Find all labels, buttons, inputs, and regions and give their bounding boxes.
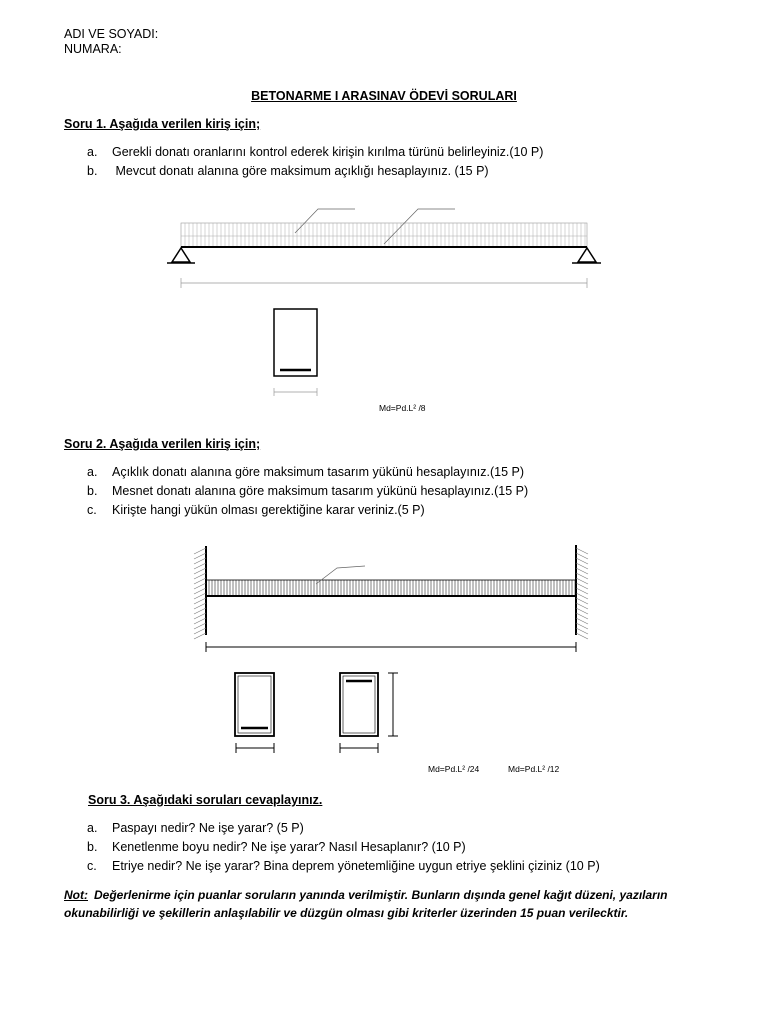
- hatch-line: [576, 613, 588, 619]
- hatch-line: [576, 548, 588, 554]
- hatch-line: [576, 563, 588, 569]
- hatch-line: [576, 633, 588, 639]
- hatch-line: [194, 603, 206, 609]
- item-letter: b.: [87, 164, 98, 178]
- question-1-heading: Soru 1. Aşağıda verilen kiriş için;: [64, 117, 261, 131]
- note-text: Değerlenirme için puanlar soruların yanında verilmiştir. Bunların dışında genel kağıt düzeni, yazıların okunabilirliği ve şekillerin anlaşılabilir ve düzgün olması gibi kriterler üzerinden 15 puan verilecktir.: [64, 888, 668, 920]
- item-text: Gerekli donatı oranlarını kontrol ederek kirişin kırılma türünü belirleyiniz.(10 P): [112, 145, 544, 159]
- hatch-line: [576, 568, 588, 574]
- hatch-line: [194, 553, 206, 559]
- question-3-item-c: [87, 857, 600, 876]
- hatch-line: [194, 563, 206, 569]
- hatch-line: [194, 573, 206, 579]
- item-text: Paspayı nedir? Ne işe yarar? (5 P): [112, 821, 304, 835]
- grading-note: [64, 886, 714, 922]
- hatch-line: [194, 608, 206, 614]
- hatch-line: [576, 558, 588, 564]
- hatch-line: [194, 598, 206, 604]
- hatch-line: [576, 583, 588, 589]
- hatch-line: [576, 618, 588, 624]
- hatch-line: [576, 588, 588, 594]
- hatch-line: [194, 618, 206, 624]
- hatch-line: [194, 548, 206, 554]
- item-letter: c.: [87, 503, 97, 517]
- hatch-line: [194, 593, 206, 599]
- hatch-line: [194, 583, 206, 589]
- item-text: Etriye nedir? Ne işe yarar? Bina deprem yönetemliğine uygun etriye şeklini çiziniz (10 P): [112, 859, 600, 873]
- item-letter: a.: [87, 821, 98, 835]
- question-3-heading: Soru 3. Aşağıdaki soruları cevaplayınız.: [88, 793, 323, 807]
- hatch-line: [576, 628, 588, 634]
- page-title: BETONARME I ARASINAV ÖDEVİ SORULARI: [251, 89, 517, 103]
- hatch-line: [576, 553, 588, 559]
- hatch-line: [576, 608, 588, 614]
- item-text: Kirişte hangi yükün olması gerektiğine karar veriniz.(5 P): [112, 503, 425, 517]
- item-letter: b.: [87, 840, 98, 854]
- item-letter: b.: [87, 484, 98, 498]
- hatch-line: [194, 558, 206, 564]
- item-text: Kenetlenme boyu nedir? Ne işe yarar? Nasıl Hesaplanır? (10 P): [112, 840, 466, 854]
- hatch-line: [194, 568, 206, 574]
- hatch-line: [194, 628, 206, 634]
- hatch-line: [576, 598, 588, 604]
- number-label: NUMARA:: [64, 42, 122, 56]
- hatch-line: [576, 603, 588, 609]
- question-3-item-b: [87, 838, 466, 857]
- item-letter: a.: [87, 465, 98, 479]
- question-3-item-a: [87, 819, 304, 838]
- span-moment-formula: Md=Pd.L² /24: [428, 764, 480, 774]
- item-text: Mevcut donatı alanına göre maksimum açıklığı hesaplayınız. (15 P): [112, 164, 489, 178]
- support-moment-formula: Md=Pd.L² /12: [508, 764, 560, 774]
- item-text: Mesnet donatı alanına göre maksimum tasarım yükünü hesaplayınız.(15 P): [112, 484, 529, 498]
- hatch-line: [576, 623, 588, 629]
- hatch-line: [194, 633, 206, 639]
- moment-formula: Md=Pd.L² /8: [379, 403, 426, 413]
- hatch-line: [576, 573, 588, 579]
- name-label: ADI VE SOYADI:: [64, 27, 159, 41]
- question-2-heading: Soru 2. Aşağıda verilen kiriş için;: [64, 437, 261, 451]
- hatch-line: [576, 593, 588, 599]
- note-label: Not:: [64, 888, 88, 902]
- hatch-line: [194, 578, 206, 584]
- hatch-line: [194, 613, 206, 619]
- item-letter: a.: [87, 145, 98, 159]
- hatch-line: [576, 578, 588, 584]
- item-text: Açıklık donatı alanına göre maksimum tasarım yükünü hesaplayınız.(15 P): [112, 465, 524, 479]
- hatch-line: [194, 623, 206, 629]
- item-letter: c.: [87, 859, 97, 873]
- hatch-line: [194, 588, 206, 594]
